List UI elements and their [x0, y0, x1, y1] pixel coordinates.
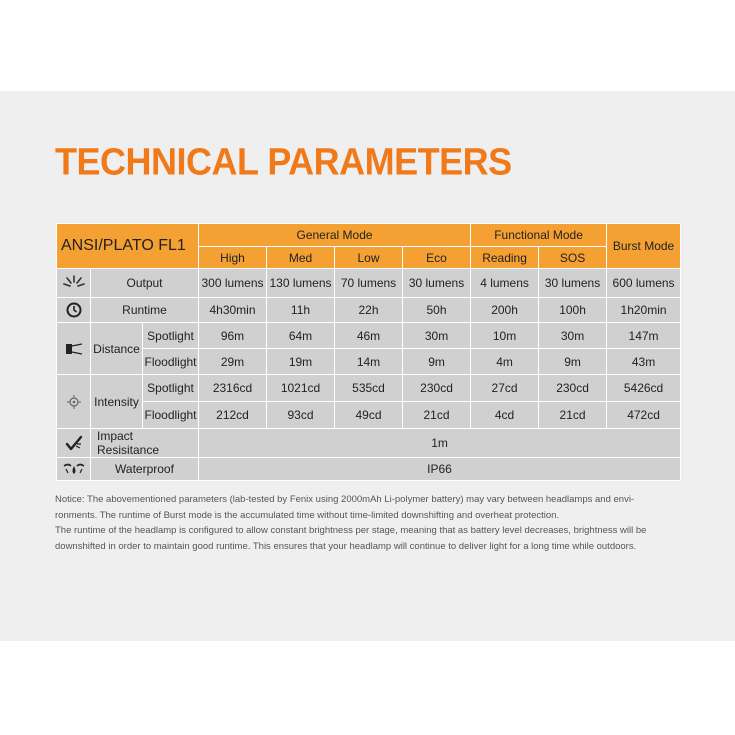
- table-cell: 27cd: [471, 375, 539, 402]
- table-cell: 230cd: [403, 375, 471, 402]
- table-cell: 30m: [539, 323, 607, 349]
- table-cell: 1021cd: [267, 375, 335, 402]
- table-cell: 600 lumens: [607, 269, 681, 298]
- table-cell: 9m: [539, 349, 607, 375]
- group-burst-mode: Burst Mode: [607, 224, 681, 269]
- mode-header: Reading: [471, 247, 539, 269]
- table-cell: 1h20min: [607, 298, 681, 323]
- table-cell: 4m: [471, 349, 539, 375]
- table-cell: 4h30min: [199, 298, 267, 323]
- row-label-intensity: Intensity: [91, 375, 143, 429]
- table-cell: 11h: [267, 298, 335, 323]
- table-cell: 21cd: [539, 402, 607, 429]
- table-cell: 130 lumens: [267, 269, 335, 298]
- table-row-runtime: [57, 298, 681, 323]
- table-cell: 22h: [335, 298, 403, 323]
- table-cell: 49cd: [335, 402, 403, 429]
- notice-line: downshifted in order to maintain good runtime. This ensures that your headlamp will continue to deliver light for a long time while outdoors.: [55, 540, 637, 552]
- table-cell: 30 lumens: [539, 269, 607, 298]
- row-label: Output: [91, 269, 199, 298]
- table-cell: 93cd: [267, 402, 335, 429]
- notice-line: Notice: The abovementioned parameters (lab-tested by Fenix using 2000mAh Li-polymer battery) may vary between headlamps and envi-: [55, 494, 635, 505]
- mode-header: Med: [267, 247, 335, 269]
- row-label: Runtime: [91, 298, 199, 323]
- mode-header: High: [199, 247, 267, 269]
- distance-icon: [57, 323, 91, 375]
- table-cell: 1m: [199, 429, 681, 458]
- table-cell: 100h: [539, 298, 607, 323]
- table-cell: 212cd: [199, 402, 267, 429]
- table-cell: 535cd: [335, 375, 403, 402]
- group-general-mode: General Mode: [199, 224, 471, 247]
- header-row-groups: [57, 224, 681, 247]
- table-cell: 9m: [403, 349, 471, 375]
- table-row-output: [57, 269, 681, 298]
- table-cell: 14m: [335, 349, 403, 375]
- notice-line: The runtime of the headlamp is configured to allow constant brightness per stage, meaning that as battery level decreases, brightness will be: [55, 525, 647, 537]
- intensity-icon: [57, 375, 91, 429]
- group-functional-mode: Functional Mode: [471, 224, 607, 247]
- table-row-distance-floodlight: [57, 349, 681, 375]
- waterproof-icon: [57, 458, 91, 481]
- table-cell: IP66: [199, 458, 681, 481]
- table-cell: 96m: [199, 323, 267, 349]
- sub-label: Spotlight: [143, 375, 199, 402]
- technical-parameters-table: [56, 223, 681, 481]
- table-cell: 4 lumens: [471, 269, 539, 298]
- mode-header: SOS: [539, 247, 607, 269]
- table-row-impact: [57, 429, 681, 458]
- table-cell: 5426cd: [607, 375, 681, 402]
- model-name: ANSI/PLATO FL1: [57, 224, 199, 269]
- table-cell: 472cd: [607, 402, 681, 429]
- table-cell: 19m: [267, 349, 335, 375]
- runtime-icon: [57, 298, 91, 323]
- mode-header: Low: [335, 247, 403, 269]
- table-cell: 64m: [267, 323, 335, 349]
- sub-label: Floodlight: [143, 402, 199, 429]
- mode-header: Eco: [403, 247, 471, 269]
- table-cell: 200h: [471, 298, 539, 323]
- table-cell: 29m: [199, 349, 267, 375]
- table-row-intensity-floodlight: [57, 402, 681, 429]
- table-cell: 147m: [607, 323, 681, 349]
- notice-line: ronments. The runtime of Burst mode is the accumulated time without time-limited downshifting and overheat protection.: [55, 509, 560, 521]
- table-cell: 50h: [403, 298, 471, 323]
- table-row-intensity-spotlight: [57, 375, 681, 402]
- table-row-distance-spotlight: [57, 323, 681, 349]
- table-cell: 2316cd: [199, 375, 267, 402]
- table-cell: 70 lumens: [335, 269, 403, 298]
- sub-label: Spotlight: [143, 323, 199, 349]
- table-cell: 30 lumens: [403, 269, 471, 298]
- table-cell: 43m: [607, 349, 681, 375]
- table-cell: 21cd: [403, 402, 471, 429]
- table-cell: 300 lumens: [199, 269, 267, 298]
- row-label: Waterproof: [91, 458, 199, 481]
- notice-text: [55, 492, 683, 554]
- table-cell: 10m: [471, 323, 539, 349]
- output-icon: [57, 269, 91, 298]
- table-cell: 46m: [335, 323, 403, 349]
- row-label: Impact Resisitance: [91, 429, 199, 458]
- sub-label: Floodlight: [143, 349, 199, 375]
- table-cell: 230cd: [539, 375, 607, 402]
- row-label-distance: Distance: [91, 323, 143, 375]
- table-cell: 30m: [403, 323, 471, 349]
- table-cell: 4cd: [471, 402, 539, 429]
- table-row-waterproof: [57, 458, 681, 481]
- page-title: TECHNICAL PARAMETERS: [55, 140, 512, 184]
- impact-icon: [57, 429, 91, 458]
